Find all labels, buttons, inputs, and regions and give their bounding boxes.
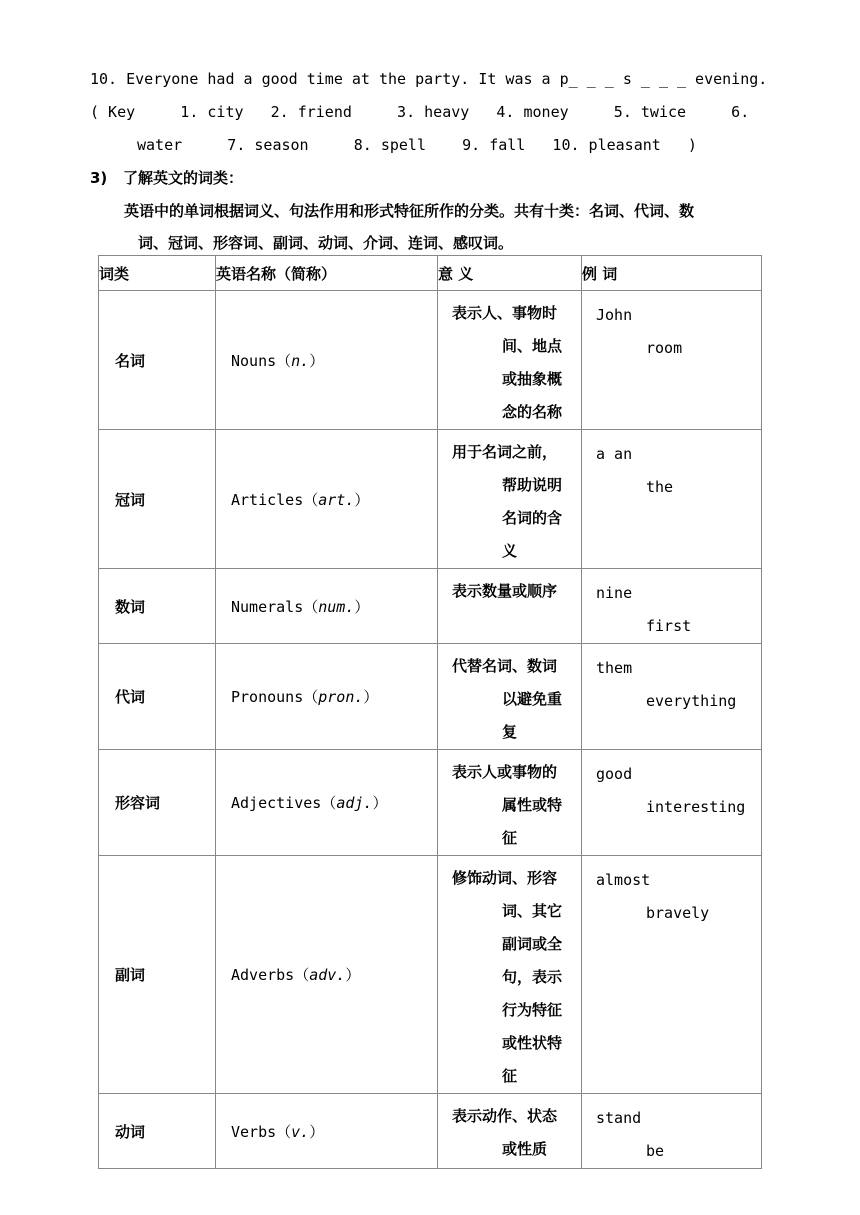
table-row <box>99 291 762 430</box>
meaning-cell: 代替名词、数词 以避免重 复 <box>452 657 563 741</box>
meaning-cell: 表示人或事物的 属性或特 征 <box>452 763 563 847</box>
english-name-cell: Verbs（v.） <box>231 1122 325 1141</box>
english-name-cell: Numerals（num.） <box>231 597 370 616</box>
question-10: 10. Everyone had a good time at the party. It was a p_ _ _ s _ _ _ evening. <box>90 70 768 88</box>
table-row <box>99 856 762 1094</box>
word-class-cell: 代词 <box>115 688 146 706</box>
intro-line-1: 英语中的单词根据词义、句法作用和形式特征所作的分类。共有十类：名词、代词、数 <box>124 202 695 220</box>
meaning-cell: 用于名词之前， 帮助说明 名词的含 义 <box>452 443 563 560</box>
english-name-cell: Adverbs（adv.） <box>231 966 361 984</box>
example-cell: them everything <box>596 659 737 710</box>
example-cell: John room <box>596 306 683 357</box>
answer-key-line-1: ( Key 1. city 2. friend 3. heavy 4. money 5. twice 6. <box>90 103 750 121</box>
table-row <box>99 750 762 856</box>
example-cell: good interesting <box>596 765 746 816</box>
word-class-cell: 副词 <box>115 966 146 984</box>
table-row <box>99 644 762 750</box>
word-class-cell: 冠词 <box>115 490 146 509</box>
english-name-cell: Pronouns（pron.） <box>231 688 379 706</box>
word-class-table <box>98 255 762 1169</box>
word-class-cell: 名词 <box>115 351 146 370</box>
table-header-row <box>99 256 762 291</box>
answer-key-line-2: water 7. season 8. spell 9. fall 10. pleasant ) <box>137 136 697 154</box>
word-class-cell: 形容词 <box>115 794 161 812</box>
header-examples: 例 词 <box>582 256 762 291</box>
section-title: 3) 了解英文的词类： <box>90 169 243 187</box>
header-word-class: 词类 <box>99 256 216 291</box>
english-name-cell: Nouns（n.） <box>231 351 325 370</box>
example-cell: nine first <box>596 584 692 635</box>
meaning-cell: 表示数量或顺序 <box>452 582 558 600</box>
example-cell: almost bravely <box>596 871 710 922</box>
word-class-cell: 动词 <box>115 1122 146 1141</box>
example-cell: a an the <box>596 445 674 496</box>
header-meaning: 意 义 <box>438 256 582 291</box>
intro-line-2: 词、冠词、形容词、副词、动词、介词、连词、感叹词。 <box>138 234 514 252</box>
example-cell: stand be <box>596 1109 665 1160</box>
meaning-cell: 修饰动词、形容 词、其它 副词或全 句，表示 行为特征 或性状特 征 <box>452 869 563 1085</box>
word-class-cell: 数词 <box>115 597 146 616</box>
meaning-cell: 表示动作、状态 或性质 <box>452 1107 558 1158</box>
table-row <box>99 569 762 644</box>
header-english-name: 英语名称（简称） <box>216 256 438 291</box>
table-row <box>99 1094 762 1169</box>
table-row <box>99 430 762 569</box>
english-name-cell: Articles（art.） <box>231 490 370 509</box>
meaning-cell: 表示人、事物时 间、地点 或抽象概 念的名称 <box>452 304 563 421</box>
english-name-cell: Adjectives（adj.） <box>231 794 388 812</box>
